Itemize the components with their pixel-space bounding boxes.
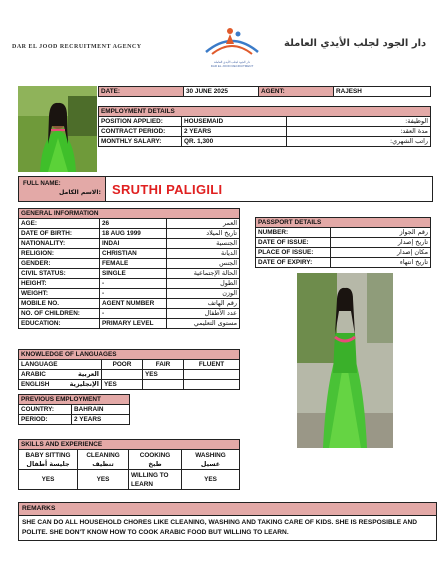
- skill-header: WASHING: [195, 451, 226, 459]
- agent-label: AGENT:: [259, 87, 334, 97]
- languages-header: LANGUAGE: [19, 360, 102, 370]
- logo-caption-en: DAR EL JOOD RECRUITMENT: [210, 64, 254, 68]
- passport-title: PASSPORT DETAILS: [256, 218, 431, 228]
- general-label-ar: الديانة: [167, 249, 240, 259]
- general-label-ar: الجنسية: [167, 239, 240, 249]
- remarks-box: [18, 502, 437, 541]
- candidate-portrait: [18, 86, 97, 172]
- passport-label: NUMBER:: [256, 228, 331, 238]
- previous-label: PERIOD:: [19, 415, 72, 425]
- languages-header: FLUENT: [184, 360, 240, 370]
- general-value: -: [100, 309, 167, 319]
- previous-label: COUNTRY:: [19, 405, 72, 415]
- employment-value: HOUSEMAID: [182, 117, 287, 127]
- languages-header: POOR: [102, 360, 143, 370]
- general-label-ar: الحالة الإجتماعية: [167, 269, 240, 279]
- general-value: CHRISTIAN: [100, 249, 167, 259]
- general-label-ar: الطول: [167, 279, 240, 289]
- language-row: [19, 380, 240, 390]
- employment-label-ar: مدة العقد:: [287, 127, 431, 137]
- skill-value: WILLING TO LEARN: [129, 470, 182, 490]
- language-fluent: [184, 380, 240, 390]
- language-fluent: [184, 370, 240, 380]
- date-label: DATE:: [99, 87, 184, 97]
- skill-header: CLEANING: [86, 451, 120, 459]
- full-name-box: [18, 176, 433, 202]
- language-poor: YES: [102, 380, 143, 390]
- remarks-text: SHE CAN DO ALL HOUSEHOLD CHORES LIKE CLEANING, WASHING AND TAKING CARE OF KIDS. SHE IS RESPOSIBLE AND POLITE. SHE DON'T KNOW HOW TO COOK ARABIC FOOD BUT WILLING TO LEARN.: [22, 519, 418, 536]
- general-label: EDUCATION:: [19, 319, 100, 329]
- employment-value: 2 YEARS: [182, 127, 287, 137]
- general-label-ar: رقم الهاتف: [167, 299, 240, 309]
- general-label-ar: تاريخ الميلاد: [167, 229, 240, 239]
- language-poor: [102, 370, 143, 380]
- passport-label: PLACE OF ISSUE:: [256, 248, 331, 258]
- passport-label-ar: تاريخ انتهاء: [331, 258, 431, 268]
- general-info-title: GENERAL INFORMATION: [19, 209, 240, 219]
- skill-header-ar: طبخ: [148, 459, 162, 468]
- date-value: 30 JUNE 2025: [184, 87, 259, 97]
- employment-row: [99, 117, 431, 127]
- general-label: MOBILE NO.: [19, 299, 100, 309]
- passport-label: DATE OF ISSUE:: [256, 238, 331, 248]
- agency-name-en: DAR EL JOOD RECRUITMENT AGENCY: [12, 44, 142, 50]
- previous-employment-table: [18, 394, 130, 425]
- general-value: FEMALE: [100, 259, 167, 269]
- skill-value: YES: [182, 470, 240, 490]
- general-value: -: [100, 289, 167, 299]
- general-label-ar: مستوى التعليمي: [167, 319, 240, 329]
- general-label: RELIGION:: [19, 249, 100, 259]
- languages-header: FAIR: [143, 360, 184, 370]
- employment-label: MONTHLY SALARY:: [99, 137, 182, 147]
- general-value: PRIMARY LEVEL: [100, 319, 167, 329]
- skill-header-ar: جليسة أطفال: [26, 459, 70, 468]
- general-label: GENDER:: [19, 259, 100, 269]
- skill-header-ar: غسيل: [200, 459, 221, 468]
- full-name-label-box: [19, 177, 106, 201]
- passport-label-ar: مكان إصدار: [331, 248, 431, 258]
- employment-label: CONTRACT PERIOD:: [99, 127, 182, 137]
- general-value: -: [100, 279, 167, 289]
- skill-value: YES: [78, 470, 129, 490]
- general-label-ar: الجنس: [167, 259, 240, 269]
- language-row: [19, 370, 240, 380]
- logo-caption: [196, 60, 268, 68]
- previous-value: 2 YEARS: [72, 415, 130, 425]
- skill-header: COOKING: [139, 451, 171, 459]
- skill-header: BABY SITTING: [25, 451, 71, 459]
- logo-caption-ar: دار الجود لجلب الأيدي العاملة: [214, 60, 250, 64]
- employment-table: [98, 106, 431, 147]
- general-info-table: [18, 208, 240, 329]
- previous-employment-title: PREVIOUS EMPLOYMENT: [19, 395, 130, 405]
- full-name-label: FULL NAME:: [23, 180, 61, 187]
- passport-label: DATE OF EXPIRY:: [256, 258, 331, 268]
- employment-label-ar: الوظيفة:: [287, 117, 431, 127]
- agency-logo-icon: [200, 22, 264, 62]
- employment-label: POSITION APPLIED:: [99, 117, 182, 127]
- employment-label-ar: راتب الشهري:: [287, 137, 431, 147]
- language-name: ARABIC: [21, 371, 46, 378]
- skills-table: [18, 439, 240, 490]
- top-info-table: [98, 86, 431, 97]
- general-value: INDAI: [100, 239, 167, 249]
- employment-value: QR. 1,300: [182, 137, 287, 147]
- language-name-ar: العربية: [77, 370, 99, 378]
- employment-title: EMPLOYMENT DETAILS: [99, 107, 431, 117]
- skill-value: YES: [19, 470, 78, 490]
- languages-title: KNOWLEDGE OF LANGUAGES: [19, 350, 240, 360]
- agent-value: RAJESH: [334, 87, 431, 97]
- remarks-title: REMARKS: [19, 503, 436, 516]
- language-fair: YES: [143, 370, 184, 380]
- languages-table: [18, 349, 240, 390]
- general-label: WEIGHT:: [19, 289, 100, 299]
- agency-name-ar: دار الجود لجلب الأيدي العاملة: [284, 38, 427, 49]
- skills-title: SKILLS AND EXPERIENCE: [19, 440, 240, 450]
- full-name-value: SRUTHI PALIGILI: [112, 182, 223, 197]
- employment-row: [99, 127, 431, 137]
- passport-label-ar: رقم الجواز: [331, 228, 431, 238]
- general-label: CIVIL STATUS:: [19, 269, 100, 279]
- general-label: NO. OF CHILDREN:: [19, 309, 100, 319]
- general-label-ar: الوزن: [167, 289, 240, 299]
- language-name-ar: الإنجليزية: [69, 380, 99, 388]
- skill-header-ar: تنظيف: [92, 459, 114, 468]
- general-value: 18 AUG 1999: [100, 229, 167, 239]
- language-name: ENGLISH: [21, 381, 50, 388]
- employment-row: [99, 137, 431, 147]
- general-label: HEIGHT:: [19, 279, 100, 289]
- language-fair: [143, 380, 184, 390]
- candidate-full-photo: [297, 273, 393, 448]
- general-label: DATE OF BIRTH:: [19, 229, 100, 239]
- previous-value: BAHRAIN: [72, 405, 130, 415]
- full-name-label-ar: الاسم الكامل:: [58, 189, 101, 196]
- general-label: NATIONALITY:: [19, 239, 100, 249]
- general-value: AGENT NUMBER: [100, 299, 167, 309]
- general-value: SINGLE: [100, 269, 167, 279]
- passport-label-ar: تاريخ إصدار: [331, 238, 431, 248]
- general-label-ar: عدد الأطفال: [167, 309, 240, 319]
- general-label: AGE:: [19, 219, 100, 229]
- general-value: 26: [100, 219, 167, 229]
- general-label-ar: العمر: [167, 219, 240, 229]
- passport-table: [255, 217, 431, 268]
